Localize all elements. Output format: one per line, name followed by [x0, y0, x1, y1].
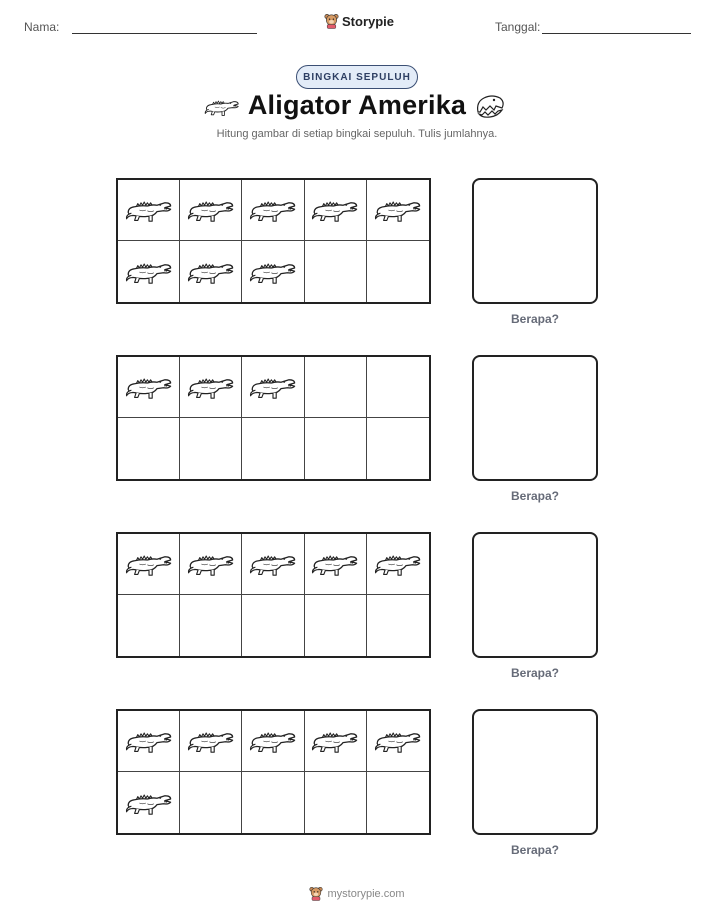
frame-cell — [118, 357, 180, 418]
answer-label-1: Berapa? — [510, 312, 560, 326]
frame-cell — [242, 772, 304, 833]
frame-cell — [305, 772, 367, 833]
alligator-icon — [311, 549, 359, 579]
alligator-icon — [249, 257, 297, 287]
date-label: Tanggal: — [495, 20, 541, 34]
answer-label-2: Berapa? — [510, 489, 560, 503]
alligator-icon — [187, 257, 235, 287]
frame-cell — [305, 241, 367, 302]
frame-cell — [118, 711, 180, 772]
frame-cell — [118, 534, 180, 595]
alligator-icon — [374, 195, 422, 225]
footer — [0, 886, 714, 901]
alligator-icon — [125, 726, 173, 756]
alligator-icon — [311, 195, 359, 225]
frame-cell — [180, 711, 242, 772]
frame-cell — [367, 180, 429, 241]
alligator-icon — [187, 549, 235, 579]
frame-cell — [118, 241, 180, 302]
frame-cell — [305, 418, 367, 479]
frame-cell — [180, 595, 242, 656]
frame-cell — [305, 595, 367, 656]
instructions: Hitung gambar di setiap bingkai sepuluh. Tulis jumlahnya. — [216, 128, 498, 140]
frame-cell — [367, 534, 429, 595]
frame-cell — [242, 180, 304, 241]
alligator-icon — [125, 195, 173, 225]
ten-frame-3 — [116, 532, 431, 658]
answer-box-2[interactable] — [472, 355, 598, 481]
frame-cell — [180, 772, 242, 833]
alligator-icon — [125, 372, 173, 402]
frame-cell — [118, 180, 180, 241]
brand-logo — [324, 13, 394, 29]
answer-label-3: Berapa? — [510, 666, 560, 680]
page-title: Aligator Amerika — [247, 90, 467, 120]
frame-cell — [242, 418, 304, 479]
frame-cell — [367, 595, 429, 656]
alligator-icon — [187, 195, 235, 225]
date-line[interactable] — [542, 33, 691, 34]
ten-frame-2 — [116, 355, 431, 481]
frame-cell — [242, 534, 304, 595]
frame-cell — [305, 711, 367, 772]
alligator-icon — [249, 372, 297, 402]
ten-frame-4 — [116, 709, 431, 835]
footer-url: mystorypie.com — [327, 887, 405, 900]
frame-cell — [305, 534, 367, 595]
frame-cell — [242, 357, 304, 418]
answer-label-4: Berapa? — [510, 843, 560, 857]
alligator-icon — [187, 726, 235, 756]
frame-cell — [367, 418, 429, 479]
frame-cell — [242, 241, 304, 302]
frame-cell — [367, 357, 429, 418]
brand-name: Storypie — [342, 13, 395, 29]
alligator-icon — [311, 726, 359, 756]
alligator-icon — [249, 726, 297, 756]
frame-cell — [118, 595, 180, 656]
alligator-head-icon — [474, 92, 506, 120]
answer-box-1[interactable] — [472, 178, 598, 304]
frame-cell — [118, 418, 180, 479]
alligator-icon — [187, 372, 235, 402]
alligator-icon — [125, 788, 173, 818]
frame-cell — [180, 357, 242, 418]
frame-cell — [180, 418, 242, 479]
alligator-icon — [249, 549, 297, 579]
name-label: Nama: — [24, 20, 60, 34]
frame-cell — [180, 534, 242, 595]
answer-box-3[interactable] — [472, 532, 598, 658]
frame-cell — [367, 711, 429, 772]
frame-cell — [180, 180, 242, 241]
bear-icon — [309, 886, 323, 901]
category-badge: BINGKAI SEPULUH — [296, 65, 418, 89]
frame-cell — [180, 241, 242, 302]
alligator-icon — [125, 549, 173, 579]
alligator-icon — [249, 195, 297, 225]
answer-box-4[interactable] — [472, 709, 598, 835]
bear-icon — [324, 13, 339, 29]
frame-cell — [242, 595, 304, 656]
name-line[interactable] — [72, 33, 257, 34]
ten-frame-1 — [116, 178, 431, 304]
frame-cell — [118, 772, 180, 833]
frame-cell — [305, 180, 367, 241]
alligator-icon — [374, 726, 422, 756]
frame-cell — [242, 711, 304, 772]
frame-cell — [367, 241, 429, 302]
alligator-icon — [374, 549, 422, 579]
frame-cell — [305, 357, 367, 418]
frame-cell — [367, 772, 429, 833]
alligator-icon — [125, 257, 173, 287]
